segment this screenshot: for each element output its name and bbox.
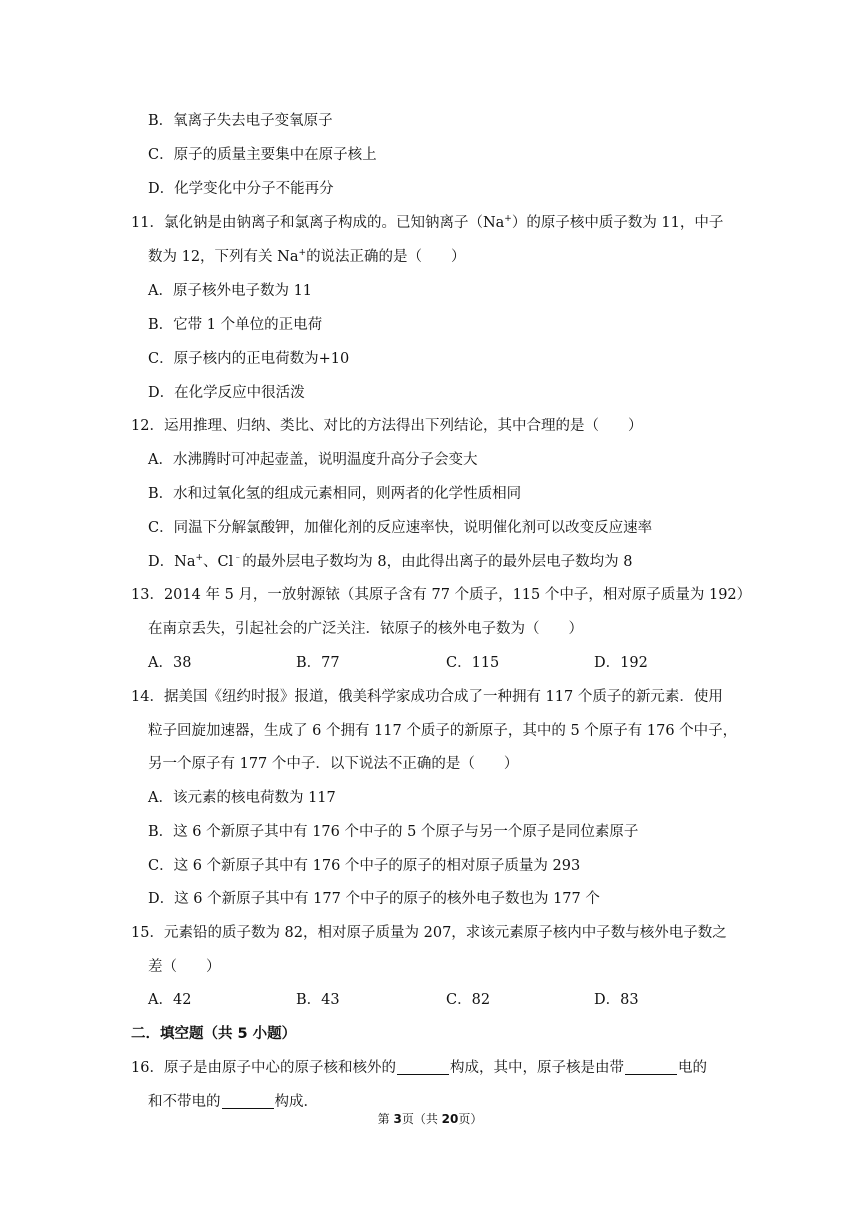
- q11-option-d: D．在化学反应中很活泼: [148, 385, 305, 401]
- q15-option-c: C．82: [446, 992, 491, 1008]
- q14-stem-line1: 14．据美国《纽约时报》报道，俄美科学家成功合成了一种拥有 117 个质子的新元素．使用: [131, 689, 723, 705]
- q11-option-a: A．原子核外电子数为 11: [148, 283, 313, 299]
- q14-stem-line2: 粒子回旋加速器，生成了 6 个拥有 117 个质子的新原子，其中的 5 个原子有 176 个中子，: [148, 723, 738, 739]
- q15-stem-line2: 差（ ）: [148, 959, 221, 975]
- q15-option-d: D．83: [594, 992, 639, 1008]
- q14-stem-line3: 另一个原子有 177 个中子．以下说法不正确的是（ ）: [148, 756, 519, 772]
- q12-option-c: C．同温下分解氯酸钾，加催化剂的反应速率快，说明催化剂可以改变反应速率: [148, 520, 653, 536]
- q14-option-d: D．这 6 个新原子其中有 177 个中子的原子的核外电子数也为 177 个: [148, 891, 600, 907]
- q10-option-c: C．原子的质量主要集中在原子核上: [148, 147, 377, 163]
- q12-option-a: A．水沸腾时可冲起壶盖，说明温度升高分子会变大: [148, 452, 478, 468]
- q11-stem-line2: 数为 12，下列有关 Na+的说法正确的是（ ）: [148, 248, 466, 265]
- q15-stem-line1: 15．元素铅的质子数为 82，相对原子质量为 207，求该元素原子核内中子数与核外电子数之: [131, 925, 727, 941]
- current-page-number: 3: [393, 1112, 402, 1126]
- answer-blank-2[interactable]: [625, 1058, 677, 1075]
- q14-option-b: B．这 6 个新原子其中有 176 个中子的 5 个原子与另一个原子是同位素原子: [148, 824, 639, 840]
- answer-blank-3[interactable]: [222, 1092, 274, 1109]
- q10-option-d: D．化学变化中分子不能再分: [148, 181, 334, 197]
- q14-option-c: C．这 6 个新原子其中有 176 个中子的原子的相对原子质量为 293: [148, 858, 581, 874]
- q11-option-b: B．它带 1 个单位的正电荷: [148, 317, 323, 333]
- q11-stem-line1: 11．氯化钠是由钠离子和氯离子构成的。已知钠离子（Na+）的原子核中质子数为 11，中子: [131, 214, 724, 231]
- section-heading-fill-in: 二．填空题（共 5 小题）: [131, 1026, 297, 1042]
- q13-option-c: C．115: [446, 655, 500, 671]
- q12-option-d: D．Na+、Cl﹣的最外层电子数均为 8，由此得出离子的最外层电子数均为 8: [148, 553, 633, 570]
- q16-stem-line2: 和不带电的 构成．: [148, 1094, 318, 1110]
- q13-option-b: B．77: [296, 655, 340, 671]
- answer-blank-1[interactable]: [397, 1058, 449, 1075]
- q15-option-b: B．43: [296, 992, 340, 1008]
- q13-stem-line1: 13．2014 年 5 月，一放射源铱（其原子含有 77 个质子，115 个中子，相对原子质量为 192）: [131, 587, 752, 603]
- q10-option-b: B．氧离子失去电子变氧原子: [148, 113, 333, 129]
- page-footer: 第 3页（共 20页）: [377, 1112, 483, 1126]
- q13-option-d: D．192: [594, 655, 648, 671]
- q14-option-a: A．该元素的核电荷数为 117: [148, 790, 336, 806]
- q12-option-b: B．水和过氧化氢的组成元素相同，则两者的化学性质相同: [148, 486, 522, 502]
- q13-stem-line2: 在南京丢失，引起社会的广泛关注．铱原子的核外电子数为（ ）: [148, 621, 583, 637]
- q12-stem: 12．运用推理、归纳、类比、对比的方法得出下列结论，其中合理的是（ ）: [131, 418, 643, 434]
- q15-option-a: A．42: [148, 992, 192, 1008]
- q16-stem-line1: 16．原子是由原子中心的原子核和核外的 构成，其中，原子核是由带 电的: [131, 1060, 707, 1076]
- total-page-count: 20: [441, 1112, 459, 1126]
- q11-option-c: C．原子核内的正电荷数为+10: [148, 351, 350, 367]
- q13-option-a: A．38: [148, 655, 192, 671]
